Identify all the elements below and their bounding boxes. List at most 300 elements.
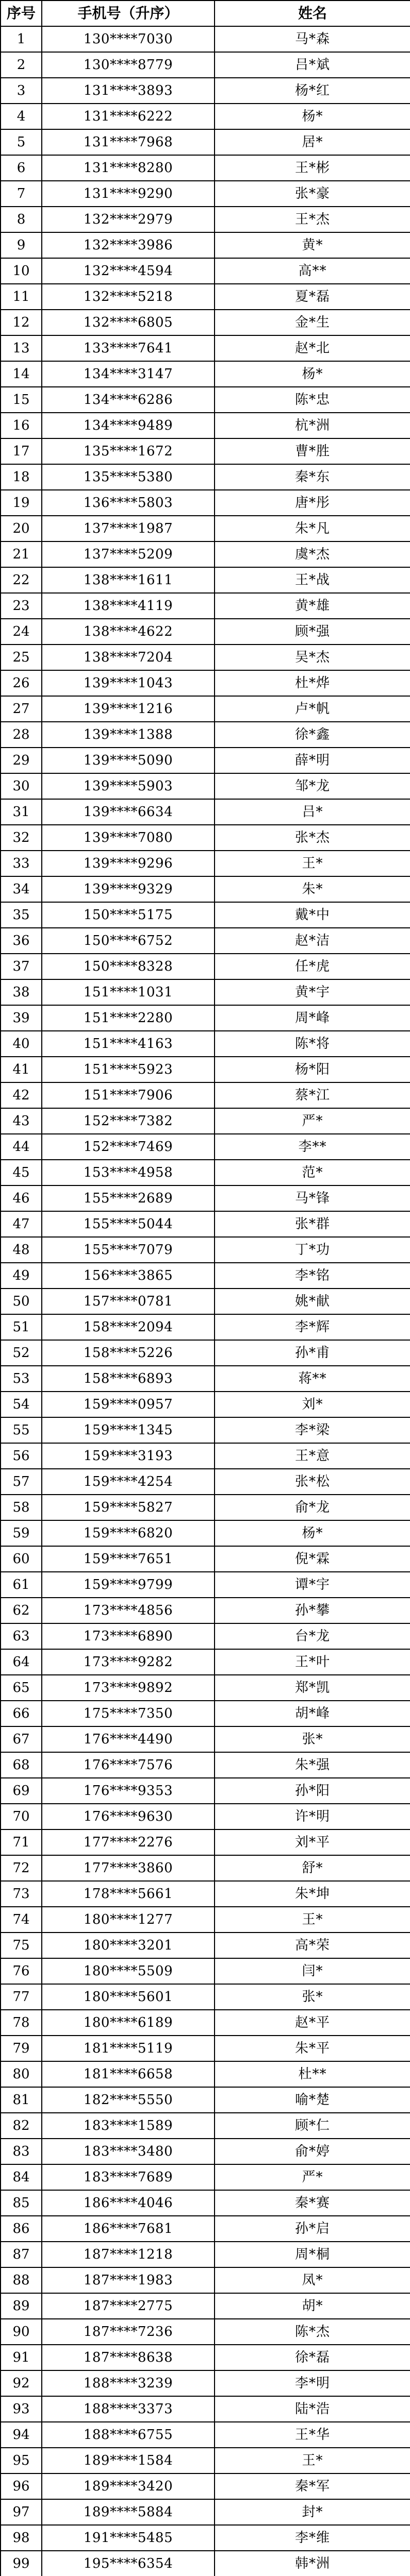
row-index: 98 [1,2525,42,2551]
row-phone: 187****2775 [42,2293,215,2319]
row-index: 58 [1,1495,42,1520]
row-name: 黄* [215,232,410,258]
row-phone: 135****5380 [42,464,215,490]
row-phone: 132****3986 [42,232,215,258]
table-row [1,1340,410,1366]
table-row [1,2293,410,2319]
row-phone: 134****9489 [42,413,215,438]
header-phone: 手机号（升序） [42,1,215,26]
row-index: 48 [1,1237,42,1263]
row-index: 94 [1,2422,42,2448]
row-name: 邹*龙 [215,773,410,799]
table-row [1,1185,410,1211]
table-row [1,516,410,541]
row-index: 84 [1,2164,42,2190]
table-row [1,26,410,52]
row-name: 杨* [215,1520,410,1546]
row-index: 81 [1,2087,42,2113]
row-index: 44 [1,1134,42,1160]
row-name: 陈*忠 [215,387,410,413]
row-phone: 186****4046 [42,2190,215,2216]
table-row [1,773,410,799]
table-row [1,1108,410,1134]
row-name: 张*杰 [215,825,410,851]
row-index: 75 [1,1933,42,1958]
row-name: 吕* [215,799,410,825]
row-phone: 176****4490 [42,1726,215,1752]
row-name: 姚*献 [215,1289,410,1314]
row-index: 63 [1,1623,42,1649]
row-phone: 187****8638 [42,2345,215,2370]
row-name: 谭*宇 [215,1572,410,1598]
table-row [1,413,410,438]
row-name: 李*维 [215,2525,410,2551]
table-row [1,2551,410,2576]
row-index: 24 [1,619,42,645]
table-row [1,1649,410,1675]
table-row [1,2448,410,2473]
row-name: 杭*洲 [215,413,410,438]
row-index: 85 [1,2190,42,2216]
table-row [1,1366,410,1392]
table-row [1,2139,410,2164]
table-row [1,1495,410,1520]
row-phone: 139****9329 [42,876,215,902]
row-name: 王*意 [215,1443,410,1469]
row-index: 62 [1,1598,42,1623]
row-phone: 139****6634 [42,799,215,825]
table-row [1,1392,410,1417]
row-index: 79 [1,2036,42,2061]
row-phone: 139****5903 [42,773,215,799]
row-index: 67 [1,1726,42,1752]
row-name: 秦*军 [215,2473,410,2499]
table-row [1,2010,410,2036]
table-row [1,361,410,387]
row-index: 39 [1,1005,42,1031]
row-name: 马*锋 [215,1185,410,1211]
row-index: 61 [1,1572,42,1598]
row-phone: 159****9799 [42,1572,215,1598]
row-name: 刘* [215,1392,410,1417]
table-row [1,207,410,232]
row-name: 戴*中 [215,902,410,928]
row-name: 金*生 [215,310,410,335]
row-phone: 177****3860 [42,1855,215,1881]
row-name: 李*铭 [215,1263,410,1289]
table-row [1,1752,410,1778]
row-phone: 139****7080 [42,825,215,851]
row-name: 赵*洁 [215,928,410,954]
row-name: 张*群 [215,1211,410,1237]
row-phone: 173****9892 [42,1675,215,1701]
row-index: 69 [1,1778,42,1804]
row-phone: 191****5485 [42,2525,215,2551]
table-row [1,696,410,722]
row-phone: 158****6893 [42,1366,215,1392]
row-index: 96 [1,2473,42,2499]
table-row [1,799,410,825]
table-row [1,387,410,413]
table-row [1,2345,410,2370]
row-index: 50 [1,1289,42,1314]
row-phone: 132****2979 [42,207,215,232]
row-phone: 176****9630 [42,1804,215,1829]
table-row [1,129,410,155]
table-row [1,1314,410,1340]
row-phone: 131****7968 [42,129,215,155]
row-index: 6 [1,155,42,181]
row-phone: 188****3239 [42,2370,215,2396]
row-phone: 188****3373 [42,2396,215,2422]
row-index: 28 [1,722,42,748]
row-name: 喻*楚 [215,2087,410,2113]
row-index: 4 [1,104,42,129]
table-row [1,52,410,78]
row-name: 王* [215,851,410,876]
row-name: 夏*磊 [215,284,410,310]
table-row [1,1211,410,1237]
table-row [1,1701,410,1726]
table-row [1,1443,410,1469]
table-row [1,1572,410,1598]
table-row [1,1160,410,1185]
row-name: 闫* [215,1958,410,1984]
header-row [1,1,410,26]
row-name: 孙*启 [215,2216,410,2242]
row-phone: 176****9353 [42,1778,215,1804]
row-index: 17 [1,438,42,464]
row-phone: 133****7641 [42,335,215,361]
row-name: 俞*婷 [215,2139,410,2164]
row-index: 10 [1,258,42,284]
row-name: 陈*杰 [215,2319,410,2345]
row-phone: 152****7469 [42,1134,215,1160]
table-row [1,2267,410,2293]
row-name: 丁*功 [215,1237,410,1263]
header-name: 姓名 [215,1,410,26]
row-phone: 159****4254 [42,1469,215,1495]
row-index: 8 [1,207,42,232]
row-phone: 186****7681 [42,2216,215,2242]
row-index: 47 [1,1211,42,1237]
row-name: 胡* [215,2293,410,2319]
row-phone: 152****7382 [42,1108,215,1134]
row-phone: 132****5218 [42,284,215,310]
table-row [1,2422,410,2448]
row-name: 徐*鑫 [215,722,410,748]
row-name: 李*梁 [215,1417,410,1443]
table-row [1,1623,410,1649]
row-index: 92 [1,2370,42,2396]
row-name: 王* [215,2448,410,2473]
row-index: 19 [1,490,42,516]
table-row [1,645,410,670]
row-phone: 173****6890 [42,1623,215,1649]
row-name: 杨*阳 [215,1057,410,1082]
row-phone: 173****4856 [42,1598,215,1623]
row-name: 许*明 [215,1804,410,1829]
row-phone: 183****3480 [42,2139,215,2164]
table-row [1,1134,410,1160]
row-index: 88 [1,2267,42,2293]
row-index: 55 [1,1417,42,1443]
row-index: 5 [1,129,42,155]
row-name: 吕*斌 [215,52,410,78]
row-name: 周*峰 [215,1005,410,1031]
row-index: 71 [1,1829,42,1855]
row-index: 53 [1,1366,42,1392]
row-phone: 151****4163 [42,1031,215,1057]
table-row [1,310,410,335]
row-index: 16 [1,413,42,438]
row-phone: 158****2094 [42,1314,215,1340]
table-row [1,1778,410,1804]
row-phone: 156****3865 [42,1263,215,1289]
row-phone: 175****7350 [42,1701,215,1726]
row-index: 64 [1,1649,42,1675]
row-phone: 177****2276 [42,1829,215,1855]
row-phone: 187****7236 [42,2319,215,2345]
row-index: 66 [1,1701,42,1726]
row-name: 徐*磊 [215,2345,410,2370]
row-phone: 137****1987 [42,516,215,541]
row-index: 2 [1,52,42,78]
row-name: 黄*宇 [215,979,410,1005]
row-phone: 131****8280 [42,155,215,181]
row-phone: 153****4958 [42,1160,215,1185]
row-phone: 139****5090 [42,748,215,773]
table-row [1,1907,410,1933]
table-row [1,1829,410,1855]
row-phone: 187****1983 [42,2267,215,2293]
table-row [1,593,410,619]
table-body [1,26,410,2576]
row-phone: 159****3193 [42,1443,215,1469]
row-index: 29 [1,748,42,773]
row-phone: 187****1218 [42,2242,215,2267]
row-phone: 139****1043 [42,670,215,696]
table-row [1,2525,410,2551]
row-phone: 134****6286 [42,387,215,413]
row-name: 卢*帆 [215,696,410,722]
row-phone: 159****7651 [42,1546,215,1572]
row-name: 杨* [215,361,410,387]
row-phone: 180****3201 [42,1933,215,1958]
row-name: 朱*凡 [215,516,410,541]
table-row [1,1726,410,1752]
row-index: 78 [1,2010,42,2036]
row-name: 严* [215,1108,410,1134]
row-phone: 150****8328 [42,954,215,979]
row-index: 11 [1,284,42,310]
table-row [1,1263,410,1289]
row-name: 高*荣 [215,1933,410,1958]
row-index: 52 [1,1340,42,1366]
row-name: 唐*彤 [215,490,410,516]
row-phone: 180****5601 [42,1984,215,2010]
table-row [1,619,410,645]
table-row [1,1237,410,1263]
row-phone: 183****1589 [42,2113,215,2139]
row-name: 王*叶 [215,1649,410,1675]
row-name: 高** [215,258,410,284]
row-index: 86 [1,2216,42,2242]
row-index: 60 [1,1546,42,1572]
row-name: 赵*平 [215,2010,410,2036]
row-phone: 150****5175 [42,902,215,928]
row-phone: 180****5509 [42,1958,215,1984]
row-phone: 178****5661 [42,1881,215,1907]
row-index: 43 [1,1108,42,1134]
row-name: 虞*杰 [215,541,410,567]
row-name: 杨* [215,104,410,129]
row-phone: 159****5827 [42,1495,215,1520]
row-index: 20 [1,516,42,541]
row-name: 黄*雄 [215,593,410,619]
table-row [1,1057,410,1082]
table-row [1,464,410,490]
table-row [1,1469,410,1495]
row-phone: 151****2280 [42,1005,215,1031]
row-index: 30 [1,773,42,799]
row-index: 90 [1,2319,42,2345]
table-row [1,1082,410,1108]
row-phone: 173****9282 [42,1649,215,1675]
row-index: 27 [1,696,42,722]
row-phone: 159****1345 [42,1417,215,1443]
row-index: 7 [1,181,42,207]
row-phone: 139****1388 [42,722,215,748]
row-index: 15 [1,387,42,413]
row-phone: 151****1031 [42,979,215,1005]
row-index: 31 [1,799,42,825]
row-index: 59 [1,1520,42,1546]
row-name: 居* [215,129,410,155]
row-index: 46 [1,1185,42,1211]
table-row [1,2319,410,2345]
table-row [1,78,410,104]
row-index: 22 [1,567,42,593]
row-index: 68 [1,1752,42,1778]
table-row [1,1881,410,1907]
row-index: 80 [1,2061,42,2087]
row-name: 曹*胜 [215,438,410,464]
row-phone: 189****3420 [42,2473,215,2499]
row-name: 王*华 [215,2422,410,2448]
row-phone: 136****5803 [42,490,215,516]
row-name: 赵*北 [215,335,410,361]
row-index: 93 [1,2396,42,2422]
row-name: 李*辉 [215,1314,410,1340]
row-name: 王* [215,1907,410,1933]
row-index: 72 [1,1855,42,1881]
row-index: 97 [1,2499,42,2525]
row-phone: 183****7689 [42,2164,215,2190]
row-phone: 181****6658 [42,2061,215,2087]
row-index: 23 [1,593,42,619]
row-phone: 181****5119 [42,2036,215,2061]
row-phone: 138****1611 [42,567,215,593]
table-row [1,104,410,129]
row-index: 35 [1,902,42,928]
row-name: 顾*强 [215,619,410,645]
row-index: 57 [1,1469,42,1495]
table-row [1,2190,410,2216]
table-row [1,284,410,310]
row-index: 13 [1,335,42,361]
row-index: 25 [1,645,42,670]
table-row [1,1520,410,1546]
table-row [1,567,410,593]
row-index: 1 [1,26,42,52]
row-phone: 176****7576 [42,1752,215,1778]
table-row [1,1289,410,1314]
table-row [1,902,410,928]
row-name: 张* [215,1984,410,2010]
table-row [1,979,410,1005]
row-name: 朱* [215,876,410,902]
row-name: 吴*杰 [215,645,410,670]
table-row [1,232,410,258]
row-index: 34 [1,876,42,902]
row-name: 秦*东 [215,464,410,490]
row-name: 台*龙 [215,1623,410,1649]
row-name: 陆*浩 [215,2396,410,2422]
table-row [1,490,410,516]
row-name: 刘*平 [215,1829,410,1855]
row-name: 李*明 [215,2370,410,2396]
row-phone: 131****6222 [42,104,215,129]
row-phone: 157****0781 [42,1289,215,1314]
row-index: 40 [1,1031,42,1057]
row-name: 封* [215,2499,410,2525]
table-row [1,155,410,181]
row-index: 49 [1,1263,42,1289]
row-name: 孙*攀 [215,1598,410,1623]
row-name: 凤* [215,2267,410,2293]
row-index: 32 [1,825,42,851]
row-name: 朱*坤 [215,1881,410,1907]
row-index: 36 [1,928,42,954]
row-phone: 155****2689 [42,1185,215,1211]
table-row [1,2087,410,2113]
row-name: 蔡*江 [215,1082,410,1108]
table-row [1,825,410,851]
row-name: 薛*明 [215,748,410,773]
row-name: 周*桐 [215,2242,410,2267]
row-name: 杜*烨 [215,670,410,696]
table-row [1,2473,410,2499]
table-row [1,1933,410,1958]
table-row [1,2036,410,2061]
table-row [1,1984,410,2010]
row-index: 82 [1,2113,42,2139]
table-row [1,2396,410,2422]
row-index: 38 [1,979,42,1005]
row-index: 56 [1,1443,42,1469]
row-index: 54 [1,1392,42,1417]
table-row [1,748,410,773]
row-index: 65 [1,1675,42,1701]
table-row [1,1598,410,1623]
row-index: 26 [1,670,42,696]
row-phone: 151****5923 [42,1057,215,1082]
row-name: 秦*赛 [215,2190,410,2216]
row-index: 33 [1,851,42,876]
row-name: 严* [215,2164,410,2190]
table-row [1,2216,410,2242]
